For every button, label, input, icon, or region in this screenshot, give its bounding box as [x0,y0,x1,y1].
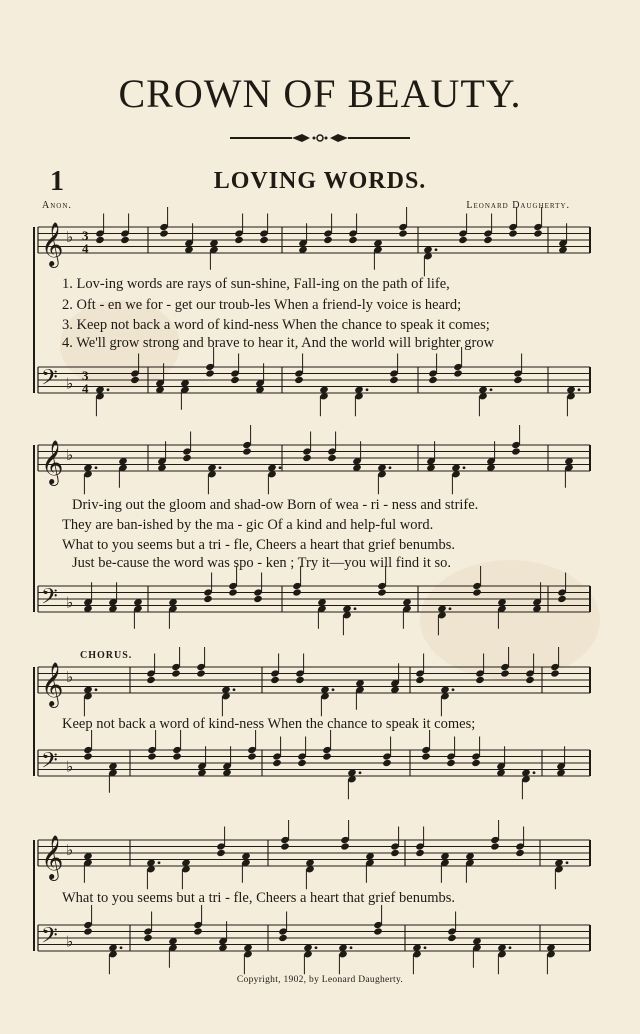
note-head [511,447,521,455]
dot [332,688,335,691]
flat-icon: ♭ [66,932,74,951]
dot [578,388,581,391]
note-head [143,934,153,942]
dot [452,688,455,691]
note-head [348,236,358,244]
note-head [390,849,400,857]
note-head [458,236,468,244]
note-head [234,236,244,244]
bass-clef-icon: 𝄢 [41,748,58,779]
note-head [513,376,523,384]
dot [490,388,493,391]
note-head [242,447,252,455]
hymn-number: 1 [50,166,64,197]
chorus-line: Keep not back a word of kind-ness When the chance to speak it comes; [62,716,476,732]
note-head [415,676,425,684]
note-head [159,229,169,237]
note-head [382,759,392,767]
note-head [83,752,93,760]
dot [533,771,536,774]
verse-line: They are ban-ished by the ma - gic Of a kind and help-ful word. [62,517,434,533]
note-head [446,759,456,767]
note-head [259,236,269,244]
note-head [472,588,482,596]
dot [107,388,110,391]
note-head [182,454,192,462]
dot [463,466,466,469]
song-title: LOVING WORDS. [213,168,427,194]
note-head [203,595,213,603]
time-signature-top: 3 [82,368,89,383]
note-head [500,669,510,677]
note-head [475,676,485,684]
flat-icon: ♭ [66,228,74,246]
note-head [146,676,156,684]
note-head [508,229,518,237]
note-head [428,376,438,384]
dot [120,946,123,949]
verse-line: 4. We'll grow strong and brave to hear it, And the world will brighter grow [62,335,495,351]
note-head [280,842,290,850]
note-head [83,927,93,935]
verse-line: Just be-cause the word was spo - ken ; Try it—you will find it so. [72,555,451,571]
note-head [196,669,206,677]
dot [366,388,369,391]
verse-line: 2. Oft - en we for - get our troub-les When a friend-ly voice is heard; [62,297,462,313]
note-head [327,454,337,462]
note-head [515,849,525,857]
treble-clef-icon: 𝄞 [41,222,64,266]
bass-clef-icon: 𝄢 [41,923,58,954]
bass-clef-icon: 𝄢 [41,365,58,396]
dot [219,466,222,469]
dot [315,946,318,949]
note-head [230,376,240,384]
note-head [272,759,282,767]
dot [449,607,452,610]
dot [233,688,236,691]
note-head [278,934,288,942]
time-signature-top: 3 [82,228,89,243]
note-head [292,588,302,596]
verse-line: Driv-ing out the gloom and shad-ow Born of wea - ri - ness and strife. [72,497,479,513]
verse-line: 1. Lov-ing words are rays of sun-shine, Fall-ing on the path of life, [62,276,450,292]
dot [279,466,282,469]
chorus-label: CHORUS. [80,650,133,661]
flat-icon: ♭ [66,668,74,686]
note-head [483,236,493,244]
dot [95,688,98,691]
note-head [533,229,543,237]
note-head [340,842,350,850]
note-head [447,934,457,942]
note-head [471,759,481,767]
note-head [171,669,181,677]
composer-credit: Leonard Daugherty. [466,200,570,211]
flat-icon: ♭ [66,446,74,464]
verse-line: 3. Keep not back a word of kind-ness When the chance to speak it comes; [62,317,490,333]
flat-icon: ♭ [66,593,74,612]
note-head [294,376,304,384]
bass-clef-icon: 𝄢 [41,584,58,615]
treble-clef-icon: 𝄞 [41,662,64,706]
note-head [398,229,408,237]
dot [350,946,353,949]
dot [509,946,512,949]
book-title: CROWN OF BEAUTY. [118,71,522,116]
note-head [172,752,182,760]
note-head [490,842,500,850]
note-head [295,676,305,684]
time-signature-bottom: 4 [82,241,89,256]
dot [354,607,357,610]
note-head [302,454,312,462]
flat-icon: ♭ [66,374,74,393]
note-head [453,369,463,377]
treble-clef-icon: 𝄞 [41,835,64,879]
note-head [421,752,431,760]
note-head [120,236,130,244]
note-head [95,236,105,244]
time-signature-bottom: 4 [82,381,89,396]
dot [566,861,569,864]
note-head [322,752,332,760]
note-head [557,595,567,603]
note-head [216,849,226,857]
chorus-line: What to you seems but a tri - fle, Cheers a heart that grief benumbs. [62,890,455,906]
copyright-notice: Copyright, 1902, by Leonard Daugherty. [236,975,404,985]
author-credit: Anon. [42,200,72,211]
dot [359,771,362,774]
note-head [193,927,203,935]
note-head [297,759,307,767]
dot [435,248,438,251]
dot [424,946,427,949]
flat-icon: ♭ [66,757,74,776]
note-head [525,676,535,684]
note-head [228,588,238,596]
treble-clef-icon: 𝄞 [41,440,64,484]
note-head [253,595,263,603]
note-head [550,669,560,677]
note-head [415,849,425,857]
note-head [147,752,157,760]
note-head [247,752,257,760]
dot [158,861,161,864]
verse-line: What to you seems but a tri - fle, Cheers a heart that grief benumbs. [62,537,455,553]
dot [95,466,98,469]
note-head [130,376,140,384]
note-head [270,676,280,684]
flat-icon: ♭ [66,841,74,859]
note-head [373,927,383,935]
note-head [205,369,215,377]
note-head [323,236,333,244]
note-head [389,376,399,384]
note-head [377,588,387,596]
dot [389,466,392,469]
